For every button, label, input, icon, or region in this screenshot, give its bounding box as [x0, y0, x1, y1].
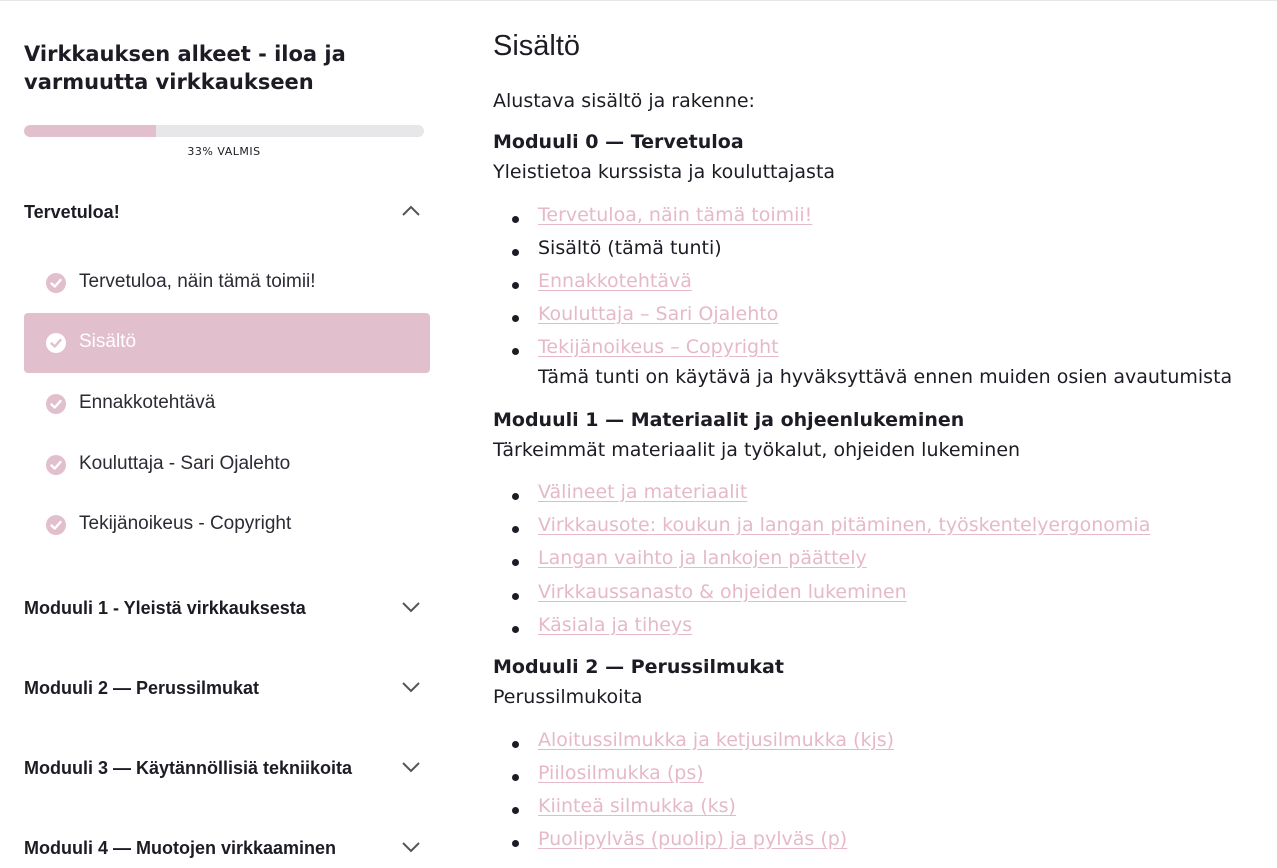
module-heading: Moduuli 2 — Perussilmukat: [493, 656, 784, 678]
bullet: [512, 741, 519, 748]
module-heading: Moduuli 1 — Materiaalit ja ohjeenlukeminen: [493, 409, 965, 431]
bullet: [512, 216, 519, 223]
bullet: [512, 526, 519, 533]
lesson-tekijanoikeus[interactable]: [24, 495, 430, 555]
content-link[interactable]: Virkkaussanasto & ohjeiden lukeminen: [538, 581, 907, 603]
bullet: [512, 282, 519, 289]
intro-text: Alustava sisältö ja rakenne:: [493, 90, 755, 112]
course-title: Virkkauksen alkeet - iloa ja varmuutta virkkaukseen: [24, 42, 346, 94]
check-circle-icon: [46, 273, 66, 293]
lesson-label: Kouluttaja - Sari Ojalehto: [79, 453, 291, 474]
content-link[interactable]: Puolipylväs (puolip) ja pylväs (p): [538, 828, 848, 850]
content-link[interactable]: Kiinteä silmukka (ks): [538, 795, 736, 817]
bullet: [512, 348, 519, 355]
check-circle-icon: [46, 394, 66, 414]
module-description: Yleistietoa kurssista ja kouluttajasta: [493, 161, 836, 183]
module-description: Perussilmukoita: [493, 686, 643, 708]
section-title: Tervetuloa!: [24, 202, 120, 222]
check-circle-icon: [46, 455, 66, 475]
content-link[interactable]: Langan vaihto ja lankojen päättely: [538, 547, 867, 569]
chevron-down-icon: [401, 760, 421, 774]
content-link[interactable]: Virkkausote: koukun ja langan pitäminen, työskentelyergonomia: [538, 514, 1151, 536]
section-title: Moduuli 3 — Käytännöllisiä tekniikoita: [24, 758, 353, 778]
lesson-content: [493, 0, 1277, 866]
content-link[interactable]: Tervetuloa, näin tämä toimii!: [538, 204, 813, 226]
content-link[interactable]: Piilosilmukka (ps): [538, 762, 704, 784]
progress-bar-fill: [24, 125, 156, 137]
chevron-down-icon: [401, 600, 421, 614]
module-note: Tämä tunti on käytävä ja hyväksyttävä ennen muiden osien avautumista: [538, 366, 1233, 388]
check-circle-icon: [46, 333, 66, 353]
content-link[interactable]: Kouluttaja – Sari Ojalehto: [538, 303, 779, 325]
section-title: Moduuli 4 — Muotojen virkkaaminen: [24, 838, 337, 858]
lesson-ennakkotehtava[interactable]: [24, 374, 430, 434]
chevron-down-icon: [401, 840, 421, 854]
chevron-down-icon: [401, 680, 421, 694]
lesson-kouluttaja[interactable]: [24, 435, 430, 495]
course-sidebar: [24, 0, 430, 866]
lesson-tervetuloa-nain[interactable]: [24, 253, 430, 313]
lesson-label: Ennakkotehtävä: [79, 392, 216, 413]
bullet: [512, 559, 519, 566]
section-moduuli-3[interactable]: [24, 748, 430, 788]
content-link[interactable]: Ennakkotehtävä: [538, 270, 692, 292]
module-heading: Moduuli 0 — Tervetuloa: [493, 131, 744, 153]
lesson-label: Tervetuloa, näin tämä toimii!: [79, 271, 316, 292]
section-title: Moduuli 1 - Yleistä virkkauksesta: [24, 598, 306, 618]
content-link[interactable]: Tekijänoikeus – Copyright: [538, 336, 779, 358]
bullet: [512, 774, 519, 781]
section-moduuli-2[interactable]: [24, 668, 430, 708]
bullet: [512, 593, 519, 600]
bullet: [512, 626, 519, 633]
bullet: [512, 493, 519, 500]
bullet: [512, 315, 519, 322]
content-link[interactable]: Välineet ja materiaalit: [538, 481, 748, 503]
lesson-label: Sisältö: [79, 331, 137, 352]
bullet: [512, 249, 519, 256]
progress-label: 33% VALMIS: [187, 145, 261, 158]
section-moduuli-1[interactable]: [24, 588, 430, 628]
section-title: Moduuli 2 — Perussilmukat: [24, 678, 260, 698]
bullet: [512, 807, 519, 814]
page-title: Sisältö: [493, 30, 581, 62]
list-item-text: Sisältö (tämä tunti): [538, 237, 722, 259]
lesson-label: Tekijänoikeus - Copyright: [79, 513, 292, 534]
lesson-sisalto[interactable]: [24, 313, 430, 373]
bullet: [512, 840, 519, 847]
section-tervetuloa[interactable]: [24, 192, 430, 232]
module-description: Tärkeimmät materiaalit ja työkalut, ohjeiden lukeminen: [493, 439, 1021, 461]
chevron-up-icon: [401, 204, 421, 218]
section-moduuli-4[interactable]: [24, 828, 430, 868]
progress-bar: [24, 125, 424, 137]
content-link[interactable]: Aloitussilmukka ja ketjusilmukka (kjs): [538, 729, 895, 751]
check-circle-icon: [46, 515, 66, 535]
content-link[interactable]: Käsiala ja tiheys: [538, 614, 693, 636]
